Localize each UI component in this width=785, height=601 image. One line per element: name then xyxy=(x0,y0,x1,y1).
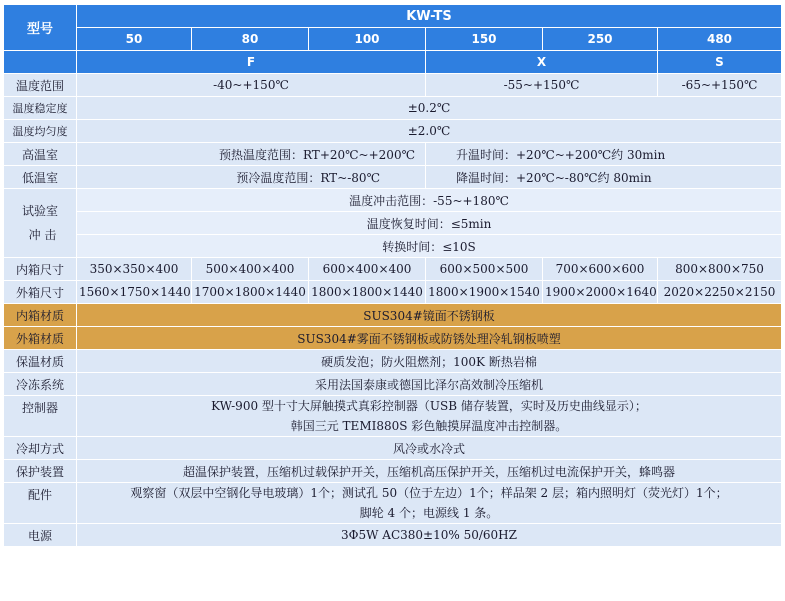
cell-value: ±0.2℃ xyxy=(77,97,782,120)
row-insulation xyxy=(4,350,782,373)
size-header: 100 xyxy=(309,28,426,51)
series-title: KW-TS xyxy=(77,5,782,28)
header-row-variants xyxy=(4,51,782,74)
row-controller xyxy=(4,396,782,437)
row-label-test-chamber xyxy=(4,189,77,258)
cell-value: 350×350×400 xyxy=(77,258,192,281)
cell-value: 转换时间：≤10S xyxy=(77,235,782,258)
row-test-chamber-switch xyxy=(4,235,782,258)
row-label: 试验室 xyxy=(21,204,58,218)
row-label: 配件 xyxy=(4,483,77,524)
cell-line: 韩国三元 TEMI880S 彩色触摸屏温度冲击控制器。 xyxy=(290,419,568,433)
row-accessories xyxy=(4,483,782,524)
cell-value: 采用法国泰康或德国比泽尔高效制冷压缩机 xyxy=(77,373,782,396)
cell-value: 600×400×400 xyxy=(309,258,426,281)
cell-value: 1560×1750×1440 xyxy=(77,281,192,304)
cell-value: 温度冲击范围：-55~+180℃ xyxy=(77,189,782,212)
cell-value: 1700×1800×1440 xyxy=(192,281,309,304)
row-label: 保护装置 xyxy=(4,460,77,483)
row-test-chamber-range xyxy=(4,189,782,212)
cell-value: 600×500×500 xyxy=(426,258,543,281)
size-header: 80 xyxy=(192,28,309,51)
row-label: 冷却方式 xyxy=(4,437,77,460)
cell-line: 脚轮 4 个；电源线 1 条。 xyxy=(359,506,499,520)
row-inner-size xyxy=(4,258,782,281)
row-label: 保温材质 xyxy=(4,350,77,373)
row-label: 温度稳定度 xyxy=(4,97,77,120)
row-high-chamber xyxy=(4,143,782,166)
cell-value-accessories xyxy=(77,483,782,524)
cell-value: 700×600×600 xyxy=(543,258,658,281)
row-inner-material xyxy=(4,304,782,327)
cell-value: -40~+150℃ xyxy=(77,74,426,97)
model-label: 型号 xyxy=(4,5,77,51)
cell-value: -55~+150℃ xyxy=(426,74,658,97)
variant-header: F xyxy=(77,51,426,74)
cell-value: 硬质发泡；防火阻燃剂；100K 断热岩棉 xyxy=(77,350,782,373)
cell-value: 1800×1900×1540 xyxy=(426,281,543,304)
cell-value: 超温保护装置，压缩机过载保护开关，压缩机高压保护开关，压缩机过电流保护开关，蜂鸣器 xyxy=(77,460,782,483)
row-label: 温度均匀度 xyxy=(4,120,77,143)
row-low-chamber xyxy=(4,166,782,189)
cell-value: 1800×1800×1440 xyxy=(309,281,426,304)
cell-value: 降温时间：+20℃~-80℃约 80min xyxy=(426,166,782,189)
row-outer-size xyxy=(4,281,782,304)
cell-value: 800×800×750 xyxy=(658,258,782,281)
cell-value: 预冷温度范围：RT~-80℃ xyxy=(77,166,426,189)
row-label: 高温室 xyxy=(4,143,77,166)
row-label: 电源 xyxy=(4,524,77,547)
size-header: 480 xyxy=(658,28,782,51)
row-label: 外箱尺寸 xyxy=(4,281,77,304)
cell-value: -65~+150℃ xyxy=(658,74,782,97)
row-test-chamber-recovery xyxy=(4,212,782,235)
row-refrigeration xyxy=(4,373,782,396)
row-label: 内箱尺寸 xyxy=(4,258,77,281)
row-label: 内箱材质 xyxy=(4,304,77,327)
row-label: 控制器 xyxy=(4,396,77,437)
cell-value: 温度恢复时间：≤5min xyxy=(77,212,782,235)
cell-value: 500×400×400 xyxy=(192,258,309,281)
variant-header: S xyxy=(658,51,782,74)
row-label: 外箱材质 xyxy=(4,327,77,350)
header-row-series xyxy=(4,5,782,28)
row-temp-range xyxy=(4,74,782,97)
size-header: 150 xyxy=(426,28,543,51)
cell-value: 升温时间：+20℃~+200℃约 30min xyxy=(426,143,782,166)
header-row-sizes xyxy=(4,28,782,51)
size-header: 50 xyxy=(77,28,192,51)
row-temp-uniformity xyxy=(4,120,782,143)
cell-value: 3Φ5W AC380±10% 50/60HZ xyxy=(77,524,782,547)
variant-header: X xyxy=(426,51,658,74)
row-temp-stability xyxy=(4,97,782,120)
cell-value-controller xyxy=(77,396,782,437)
row-label: 冲 击 xyxy=(28,228,57,242)
cell-value: 风冷或水冷式 xyxy=(77,437,782,460)
row-protection xyxy=(4,460,782,483)
row-label: 冷冻系统 xyxy=(4,373,77,396)
row-outer-material xyxy=(4,327,782,350)
row-label: 低温室 xyxy=(4,166,77,189)
size-header: 250 xyxy=(543,28,658,51)
row-cooling xyxy=(4,437,782,460)
cell-value: 1900×2000×1640 xyxy=(543,281,658,304)
cell-value: 预热温度范围：RT+20℃~+200℃ xyxy=(77,143,426,166)
variant-spacer xyxy=(4,51,77,74)
cell-value: 2020×2250×2150 xyxy=(658,281,782,304)
cell-value: ±2.0℃ xyxy=(77,120,782,143)
spec-table xyxy=(3,4,782,547)
row-power xyxy=(4,524,782,547)
row-label: 温度范围 xyxy=(4,74,77,97)
cell-line: KW-900 型十寸大屏触摸式真彩控制器（USB 储存装置，实时及历史曲线显示）； xyxy=(211,399,647,413)
cell-value: SUS304#雾面不锈钢板或防锈处理冷轧钢板喷塑 xyxy=(77,327,782,350)
cell-value: SUS304#镜面不锈钢板 xyxy=(77,304,782,327)
cell-line: 观察窗（双层中空钢化导电玻璃）1个；测试孔 50（位于左边）1个；样品架 2 层；箱内照明灯（荧光灯）1个； xyxy=(130,486,728,500)
